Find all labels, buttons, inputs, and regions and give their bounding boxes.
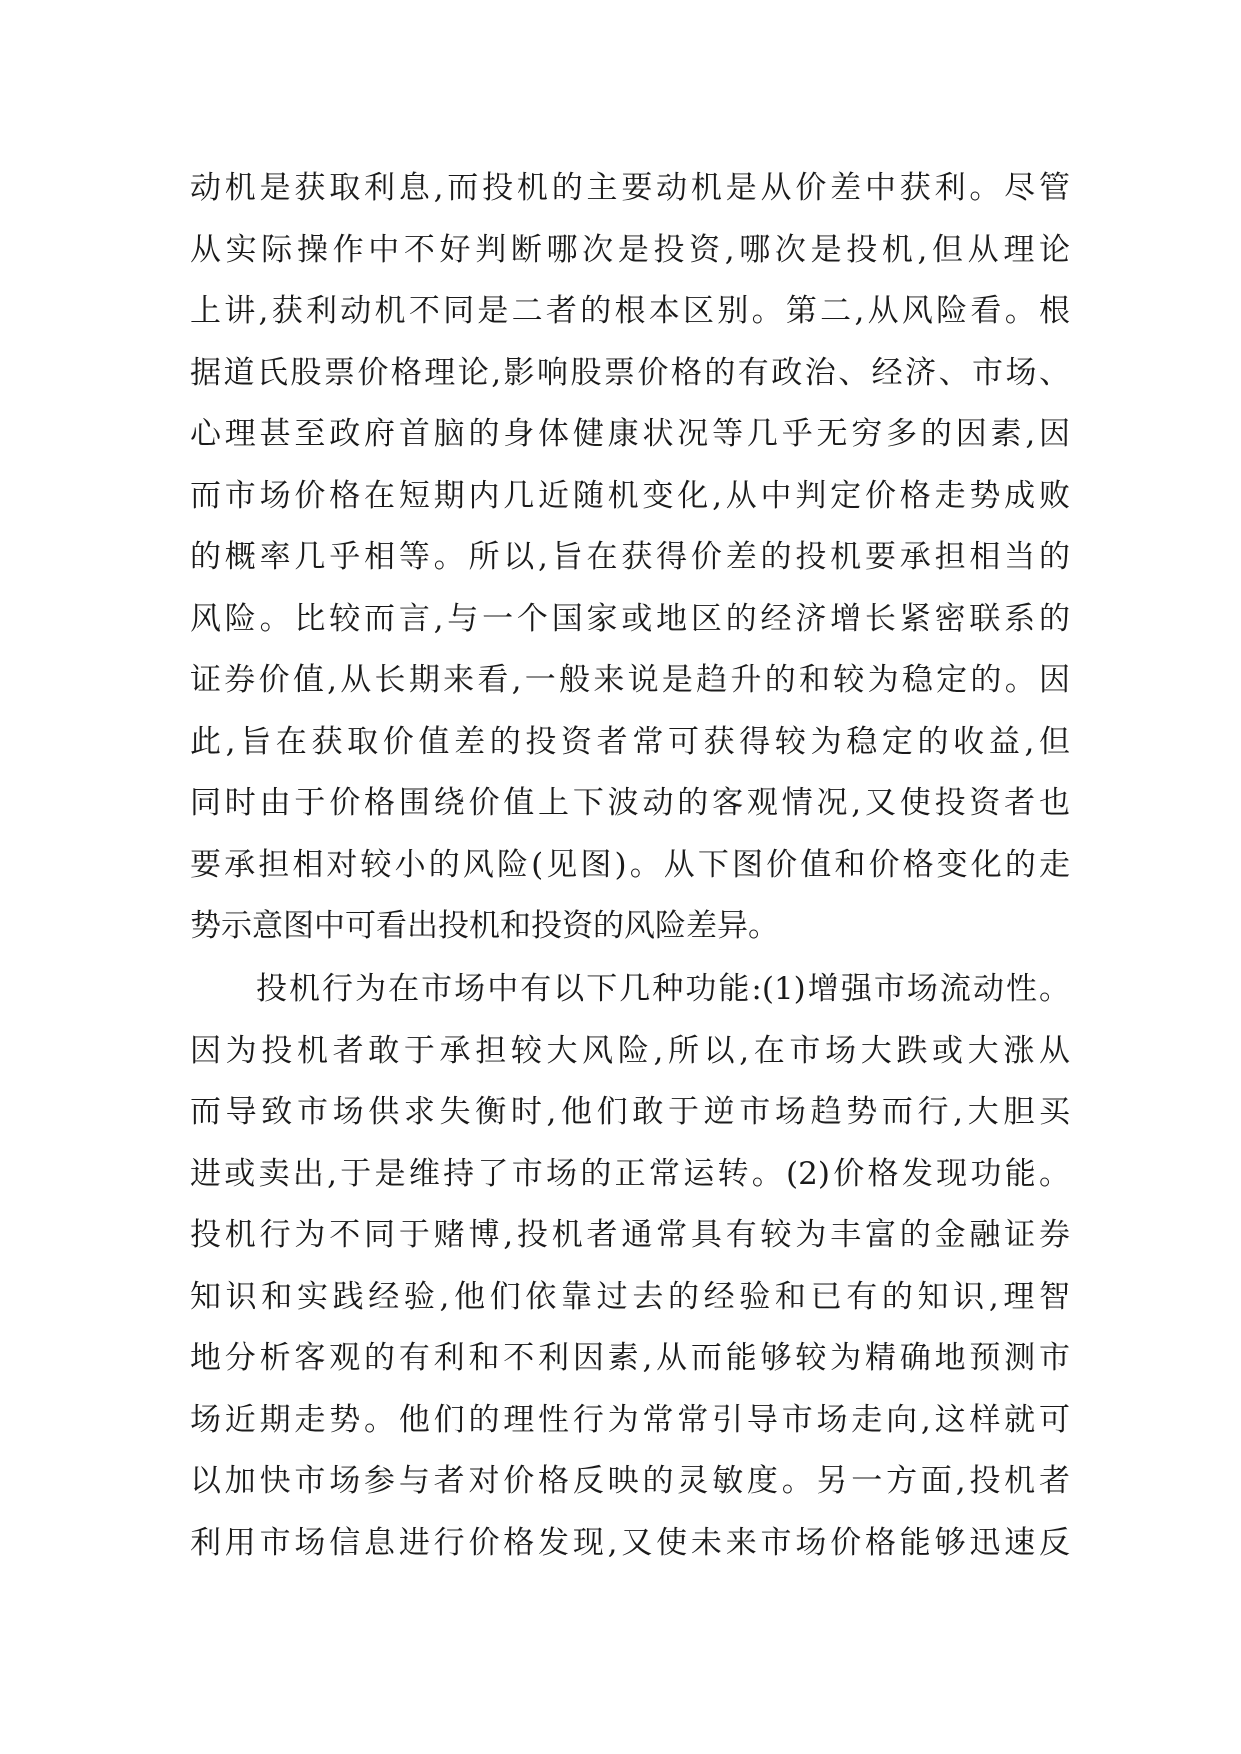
text-line: 投机行为不同于赌博,投机者通常具有较为丰富的金融证券 bbox=[190, 1217, 1070, 1253]
text-line: 要承担相对较小的风险(见图)。从下图价值和价格变化的走 bbox=[190, 846, 1070, 883]
text-line: 势示意图中可看出投机和投资的风险差异。 bbox=[190, 908, 779, 944]
text-line: 此,旨在获取价值差的投资者常可获得较为稳定的收益,但 bbox=[190, 723, 1070, 760]
text-line: 动机是获取利息,而投机的主要动机是从价差中获利。尽管 bbox=[190, 170, 1070, 206]
text-line: 进或卖出,于是维持了市场的正常运转。(2)价格发现功能。 bbox=[190, 1155, 1070, 1192]
text-line: 因为投机者敢于承担较大风险,所以,在市场大跌或大涨从 bbox=[190, 1032, 1070, 1069]
text-line: 据道氏股票价格理论,影响股票价格的有政治、经济、市场、 bbox=[190, 354, 1070, 391]
text-line: 以加快市场参与者对价格反映的灵敏度。另一方面,投机者 bbox=[190, 1463, 1070, 1499]
text-line: 利用市场信息进行价格发现,又使未来市场价格能够迅速反 bbox=[190, 1524, 1070, 1561]
text-line: 投机行为在市场中有以下几种功能:(1)增强市场流动性。 bbox=[256, 971, 1070, 1007]
text-line: 而市场价格在短期内几近随机变化,从中判定价格走势成败 bbox=[190, 477, 1070, 514]
text-line: 同时由于价格围绕价值上下波动的客观情况,又使投资者也 bbox=[190, 785, 1070, 821]
paragraph-speculation-functions bbox=[190, 959, 1070, 1574]
text-line: 上讲,获利动机不同是二者的根本区别。第二,从风险看。根 bbox=[190, 293, 1070, 329]
text-line: 而导致市场供求失衡时,他们敢于逆市场趋势而行,大胆买 bbox=[190, 1094, 1070, 1130]
text-line: 地分析客观的有利和不利因素,从而能够较为精确地预测市 bbox=[190, 1340, 1070, 1376]
text-line: 风险。比较而言,与一个国家或地区的经济增长紧密联系的 bbox=[190, 600, 1070, 637]
text-line: 场近期走势。他们的理性行为常常引导市场走向,这样就可 bbox=[190, 1401, 1070, 1438]
text-line: 心理甚至政府首脑的身体健康状况等几乎无穷多的因素,因 bbox=[190, 416, 1070, 452]
text-line: 从实际操作中不好判断哪次是投资,哪次是投机,但从理论 bbox=[190, 231, 1070, 268]
text-line: 的概率几乎相等。所以,旨在获得价差的投机要承担相当的 bbox=[190, 539, 1070, 575]
text-line: 知识和实践经验,他们依靠过去的经验和已有的知识,理智 bbox=[190, 1278, 1070, 1315]
text-line: 证券价值,从长期来看,一般来说是趋升的和较为稳定的。因 bbox=[190, 662, 1070, 698]
paragraph-risk-comparison bbox=[190, 158, 1070, 958]
